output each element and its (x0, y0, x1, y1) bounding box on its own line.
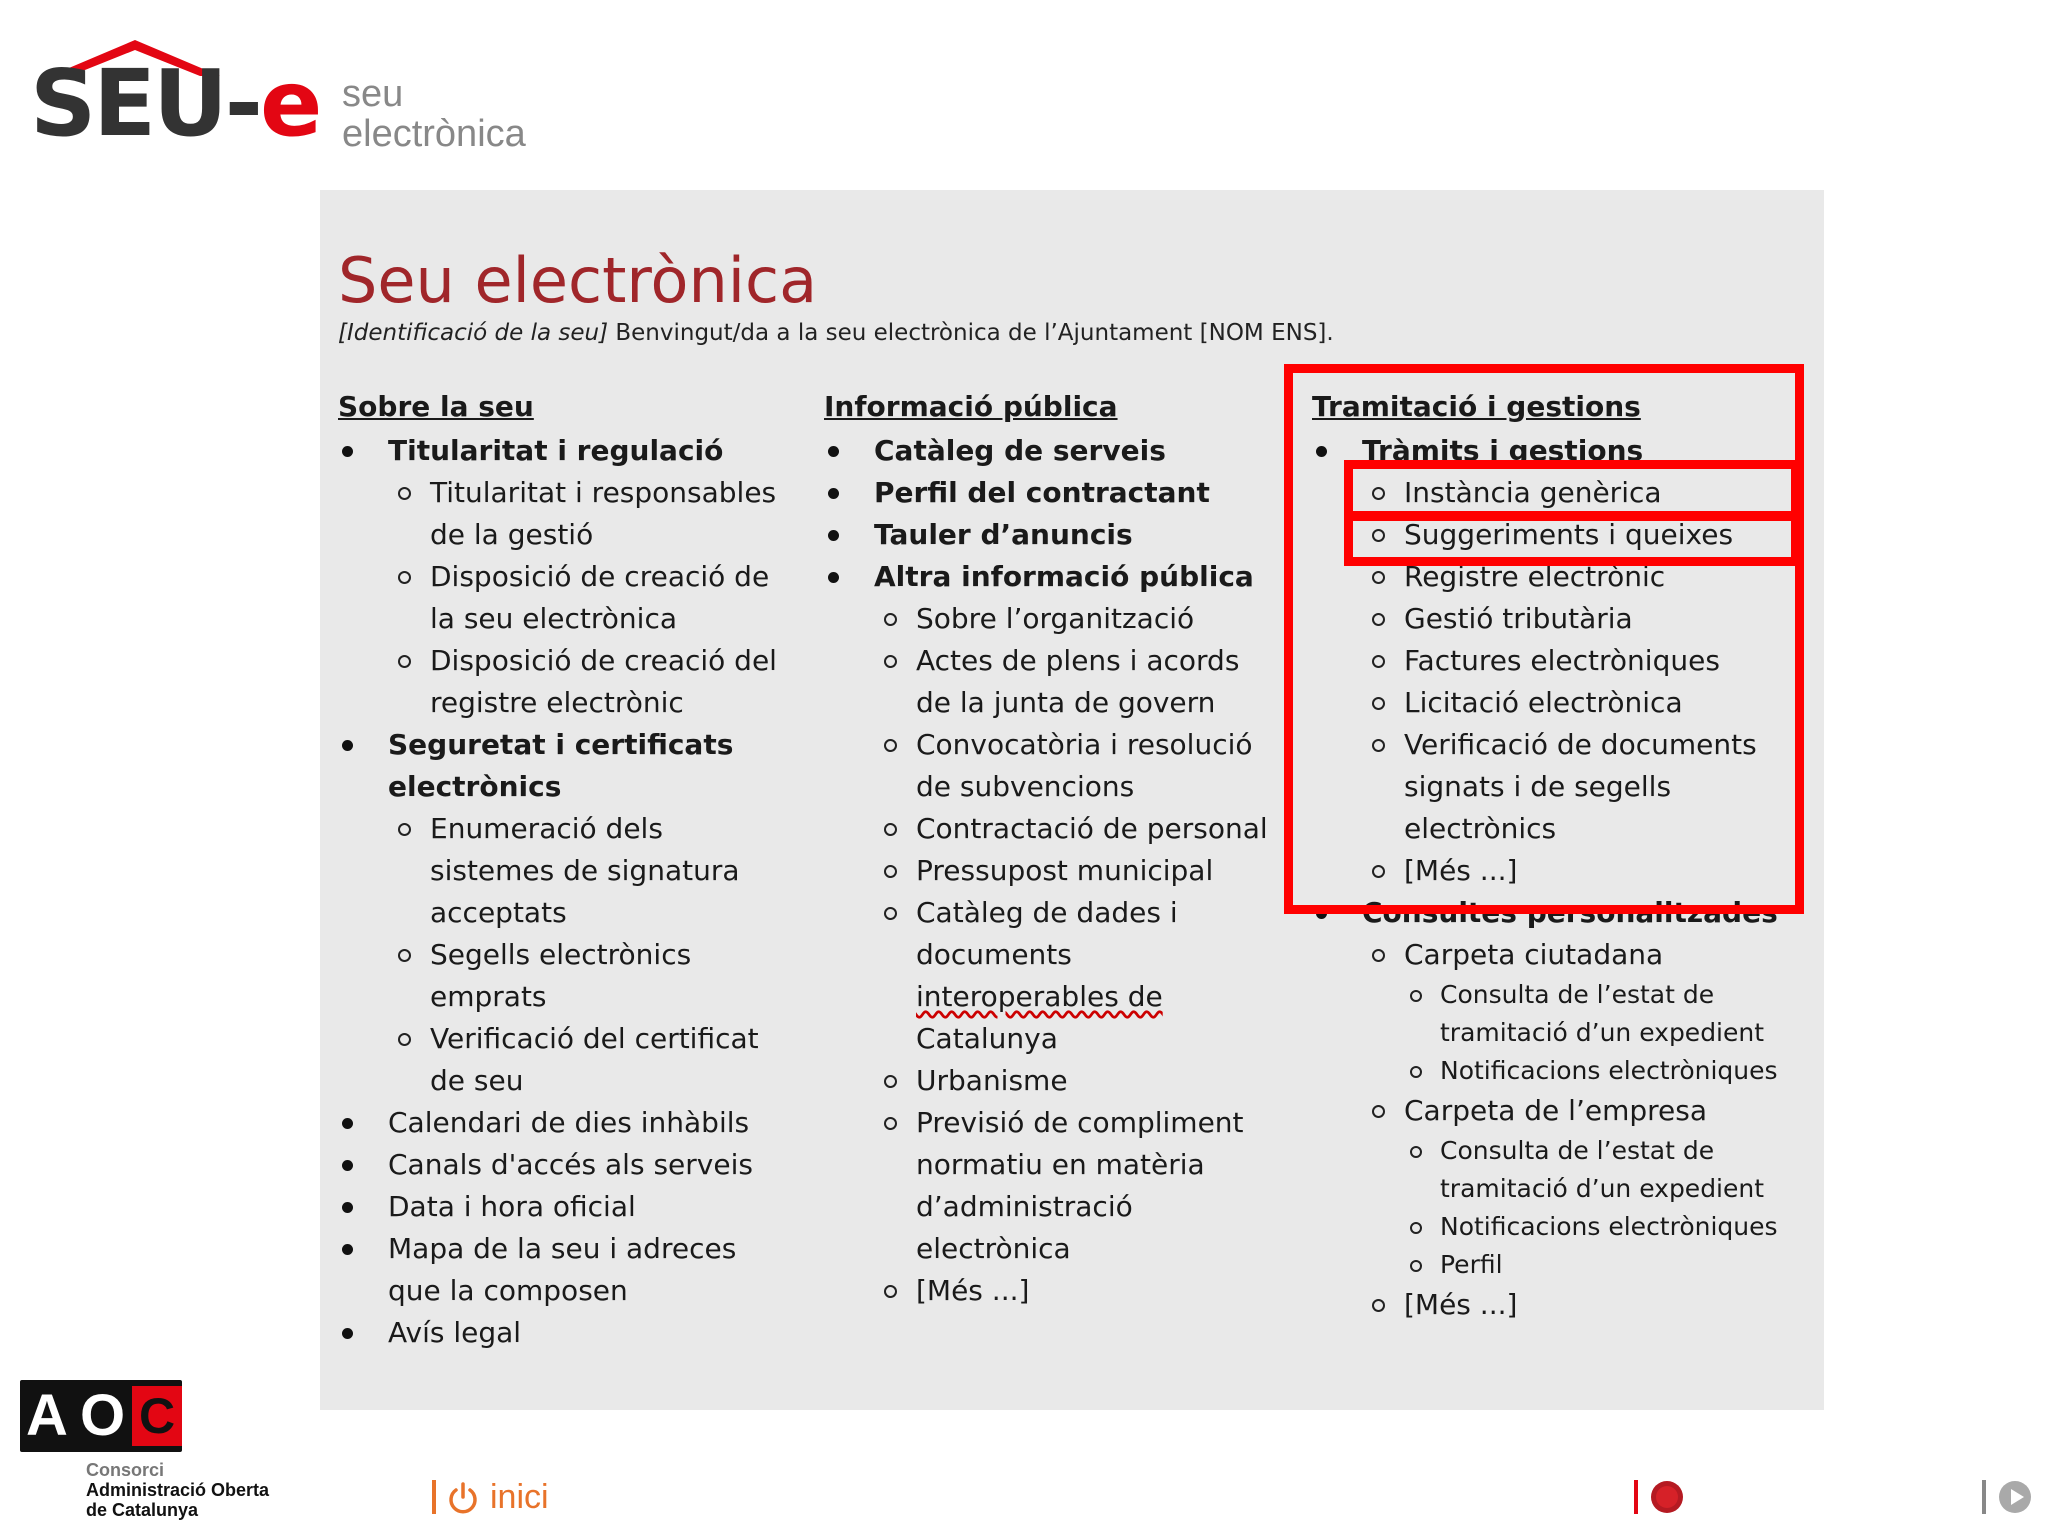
list-item-label: interoperables de (916, 980, 1163, 1013)
list-item-label: tramitació d’un expedient (1440, 1018, 1765, 1047)
list-item-continuation (824, 1186, 1284, 1228)
list-item-label: tramitació d’un expedient (1440, 1174, 1765, 1203)
list-item-label: Contractació de personal (916, 812, 1268, 845)
page-title: Seu electrònica (338, 244, 818, 317)
list-item-continuation (338, 850, 778, 892)
list-item-label: Titularitat i responsables (430, 476, 777, 509)
list-item-label: Notificacions electròniques (1440, 1212, 1778, 1241)
list-item[interactable] (824, 808, 1284, 850)
list-item-label: Catàleg de dades i (916, 896, 1178, 929)
list-item-continuation (824, 1228, 1284, 1270)
home-label: inici (490, 1478, 549, 1516)
list-item-label: Catàleg de serveis (874, 434, 1166, 467)
list-item-label: Previsió de compliment (916, 1106, 1244, 1139)
list-item-continuation (824, 976, 1284, 1018)
list-item-label: acceptats (430, 896, 567, 929)
aoc-mark: A O C (20, 1380, 182, 1452)
list-item-label: Carpeta ciutadana (1404, 938, 1664, 971)
list-item-label: Suggeriments i queixes (1404, 518, 1734, 551)
list-item-label: Actes de plens i acords (916, 644, 1240, 677)
list-item-continuation (338, 892, 778, 934)
list-item[interactable] (824, 1060, 1284, 1102)
list-item-continuation (338, 682, 778, 724)
list-item[interactable] (824, 1270, 1284, 1312)
list-item[interactable] (1312, 1284, 1792, 1326)
list-item-label: de subvencions (916, 770, 1135, 803)
column-heading[interactable]: Tramitació i gestions (1312, 390, 1641, 423)
column-heading[interactable]: Sobre la seu (338, 390, 534, 423)
list-item[interactable] (824, 514, 1284, 556)
logo-wordmark: SEU-e (30, 50, 320, 157)
list-item-continuation (1312, 1170, 1792, 1208)
list-item-continuation (338, 1270, 778, 1312)
list-item[interactable] (1312, 1090, 1792, 1132)
logo-subtitle: seu electrònica (342, 73, 526, 155)
list-item-label: d’administració (916, 1190, 1133, 1223)
power-icon (446, 1481, 480, 1515)
nav-divider (432, 1480, 436, 1514)
aoc-line-3: de Catalunya (86, 1500, 199, 1520)
list-item-label: Canals d'accés als serveis (388, 1148, 753, 1181)
aoc-logo (20, 1380, 320, 1530)
list-item-label: Notificacions electròniques (1440, 1056, 1778, 1085)
list-item[interactable] (824, 850, 1284, 892)
list-item-label: [Més ...] (1404, 1288, 1518, 1321)
list-item-continuation (338, 598, 778, 640)
list-item[interactable] (338, 808, 778, 850)
list-item-label: Sobre l’organització (916, 602, 1195, 635)
list-item-continuation (1312, 1014, 1792, 1052)
aoc-line-1: Consorci (86, 1460, 165, 1480)
column-heading[interactable]: Informació pública (824, 390, 1118, 423)
list-item[interactable] (1312, 1208, 1792, 1246)
list-item[interactable] (824, 1102, 1284, 1144)
list-item-label: Disposició de creació de (430, 560, 770, 593)
list-item-label: que la composen (388, 1274, 628, 1307)
list-item-label: Consulta de l’estat de (1440, 980, 1715, 1009)
list-item-label: electrònics (388, 770, 562, 803)
list-item-label: Consultes personalitzades (1362, 896, 1778, 929)
list-item-label: Catalunya (916, 1022, 1058, 1055)
list-item-continuation (824, 1018, 1284, 1060)
list-item-label: normatiu en matèria (916, 1148, 1205, 1181)
play-button[interactable] (1998, 1480, 2032, 1519)
list-item-label: Perfil del contractant (874, 476, 1210, 509)
column-sobre-la-seu (338, 386, 778, 1354)
list-item-label: sistemes de signatura (430, 854, 740, 887)
list-item-label: de la gestió (430, 518, 594, 551)
list-item[interactable] (338, 1102, 778, 1144)
list-item-label: Verificació de documents (1404, 728, 1757, 761)
list-item-label: Registre electrònic (1404, 560, 1666, 593)
list-item-label: emprats (430, 980, 547, 1013)
nav-divider (1634, 1480, 1638, 1514)
list-item-label: Calendari de dies inhàbils (388, 1106, 750, 1139)
list-item-label: Gestió tributària (1404, 602, 1633, 635)
list-item-label: Disposició de creació del (430, 644, 777, 677)
list-item-continuation (824, 682, 1284, 724)
aoc-line-2: Administració Oberta (86, 1480, 270, 1500)
list-item[interactable] (338, 1186, 778, 1228)
list-item-label: Factures electròniques (1404, 644, 1720, 677)
play-icon (1998, 1480, 2032, 1514)
list-item-continuation (338, 1060, 778, 1102)
intro-text: [Identificació de la seu] Benvingut/da a la seu electrònica de l’Ajuntament [NOM ENS]. (338, 320, 1334, 346)
list-item-label: Consulta de l’estat de (1440, 1136, 1715, 1165)
list-item-label: Perfil (1440, 1250, 1503, 1279)
list-item-continuation (338, 766, 778, 808)
list-item[interactable] (1312, 976, 1792, 1014)
list-item-label: Avís legal (388, 1316, 522, 1349)
list-item[interactable] (824, 430, 1284, 472)
list-item-label: Data i hora oficial (388, 1190, 636, 1223)
list-item-label: Seguretat i certificats (388, 728, 734, 761)
list-item[interactable] (824, 472, 1284, 514)
column-informacio-publica (824, 386, 1284, 1312)
list-item-label: Enumeració dels (430, 812, 663, 845)
list-item-label: Tràmits i gestions (1362, 434, 1644, 467)
list-item-label: [Més ...] (1404, 854, 1518, 887)
list-item-label: [Més ...] (916, 1274, 1030, 1307)
list-item-label: electrònica (916, 1232, 1071, 1265)
home-button[interactable] (446, 1478, 549, 1517)
list-item-label: electrònics (1404, 812, 1557, 845)
list-item[interactable] (338, 934, 778, 976)
list-item-label: de seu (430, 1064, 524, 1097)
list-item-continuation (824, 934, 1284, 976)
list-item-label: documents (916, 938, 1072, 971)
list-item[interactable] (1312, 1132, 1792, 1170)
list-item-label: Pressupost municipal (916, 854, 1214, 887)
list-item-continuation (338, 976, 778, 1018)
list-item-label: Titularitat i regulació (388, 434, 724, 467)
record-icon (1650, 1480, 1684, 1514)
list-item-label: Convocatòria i resolució (916, 728, 1253, 761)
list-item[interactable] (338, 556, 778, 598)
list-item[interactable] (338, 430, 778, 472)
highlight-box-suggeriments (1344, 512, 1800, 566)
list-item[interactable] (1312, 1052, 1792, 1090)
list-item-label: registre electrònic (430, 686, 684, 719)
list-item[interactable] (824, 724, 1284, 766)
list-item[interactable] (1312, 934, 1792, 976)
list-item-continuation (824, 1144, 1284, 1186)
list-item-label: de la junta de govern (916, 686, 1216, 719)
list-item-continuation (824, 766, 1284, 808)
list-item[interactable] (824, 640, 1284, 682)
list-item-label: Tauler d’anuncis (874, 518, 1133, 551)
list-item-label: Segells electrònics (430, 938, 692, 971)
list-item-label: Verificació del certificat (430, 1022, 759, 1055)
list-item[interactable] (338, 1312, 778, 1354)
list-item-label: la seu electrònica (430, 602, 678, 635)
list-item[interactable] (824, 892, 1284, 934)
list-item-label: Licitació electrònica (1404, 686, 1683, 719)
list-item-label: Mapa de la seu i adreces (388, 1232, 737, 1265)
slide-panel (320, 190, 1824, 1410)
list-item[interactable] (338, 472, 778, 514)
list-item[interactable] (338, 1018, 778, 1060)
list-item[interactable] (1312, 1246, 1792, 1284)
seu-e-logo (30, 36, 550, 166)
list-item[interactable] (338, 1228, 778, 1270)
list-item[interactable] (338, 1144, 778, 1186)
list-item[interactable] (338, 724, 778, 766)
list-item[interactable] (824, 556, 1284, 598)
highlight-box-tramitacio (1284, 364, 1804, 914)
list-item-label: signats i de segells (1404, 770, 1672, 803)
nav-divider (1982, 1480, 1986, 1514)
highlight-box-instancia-generica (1344, 460, 1800, 520)
record-button[interactable] (1650, 1480, 1684, 1519)
list-item[interactable] (338, 640, 778, 682)
list-item-label: Carpeta de l’empresa (1404, 1094, 1707, 1127)
list-item-label: Urbanisme (916, 1064, 1068, 1097)
list-item-label: Altra informació pública (874, 560, 1254, 593)
list-item-continuation (338, 514, 778, 556)
list-item[interactable] (824, 598, 1284, 640)
list-item-label: Instància genèrica (1404, 476, 1662, 509)
